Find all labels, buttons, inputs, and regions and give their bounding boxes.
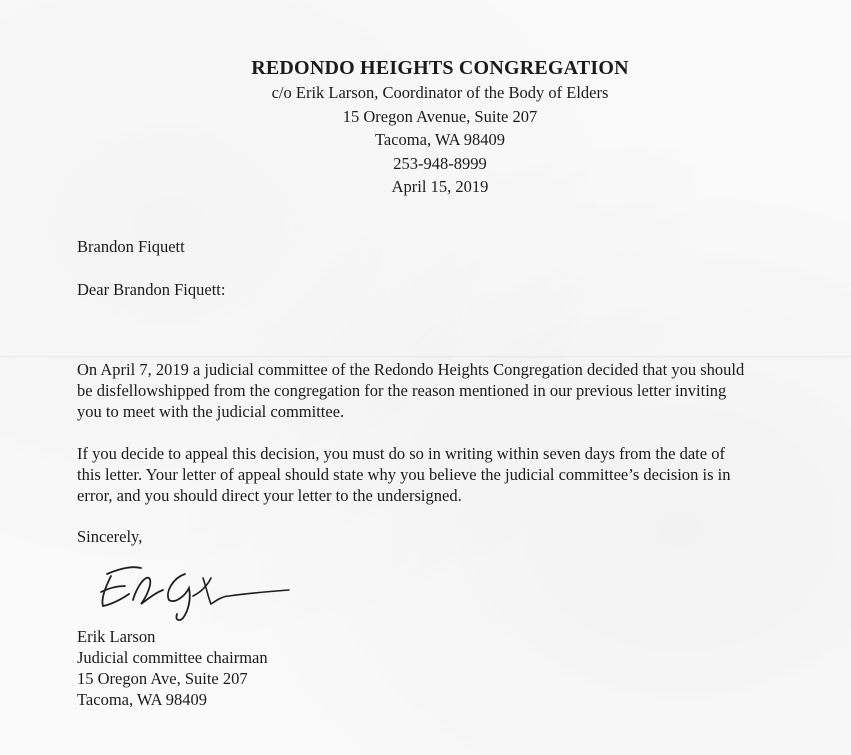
paragraph-line: be disfellowshipped from the congregation for the reason mentioned in our previous letter inviting (77, 381, 727, 400)
signer-name: Erik Larson (77, 627, 156, 646)
letterhead-phone: 253-948-8999 (393, 153, 487, 173)
letterhead (0, 55, 851, 199)
letter-date: April 15, 2019 (391, 177, 489, 196)
organization-name: REDONDO HEIGHTS CONGREGATION (251, 57, 629, 79)
signer-street: 15 Oregon Ave, Suite 207 (77, 669, 248, 688)
paper-fold (0, 356, 851, 358)
letterhead-city: Tacoma, WA 98409 (374, 130, 506, 149)
care-of-line: c/o Erik Larson, Coordinator of the Body of Elders (271, 83, 609, 102)
signer-city: Tacoma, WA 98409 (77, 690, 208, 709)
recipient-name: Brandon Fiquett (77, 237, 185, 256)
signer-block (77, 626, 268, 710)
handwritten-signature-icon (93, 556, 293, 626)
paragraph-line: this letter. Your letter of appeal should state why you believe the judicial committee’s decision is in (77, 465, 731, 484)
salutation: Dear Brandon Fiquett: (77, 280, 226, 299)
signer-title: Judicial committee chairman (77, 648, 268, 667)
paragraph-line: error, and you should direct your letter to the undersigned. (77, 486, 462, 505)
body-paragraph-2 (77, 443, 730, 506)
body-paragraph-1 (77, 359, 744, 422)
paragraph-line: On April 7, 2019 a judicial committee of the Redondo Heights Congregation decided that you should (77, 360, 745, 379)
letterhead-street: 15 Oregon Avenue, Suite 207 (342, 106, 538, 126)
paragraph-line: If you decide to appeal this decision, you must do so in writing within seven days from the date of (77, 444, 725, 463)
closing: Sincerely, (77, 527, 143, 546)
paragraph-line: you to meet with the judicial committee. (77, 402, 345, 421)
